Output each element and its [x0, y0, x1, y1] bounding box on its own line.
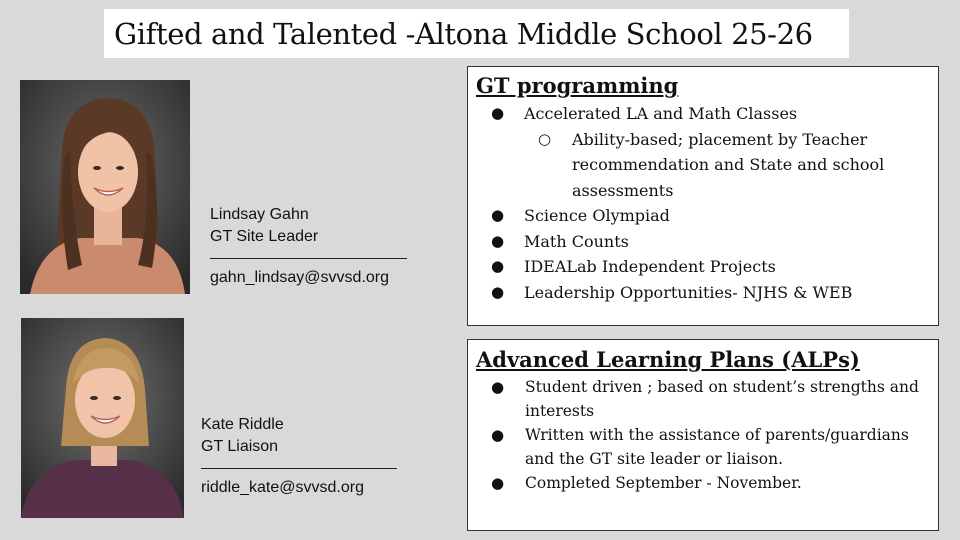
signature-rule	[201, 458, 397, 469]
hollow-bullet-icon: ○	[538, 129, 552, 148]
list-item: ● Science Olympiad	[476, 203, 932, 229]
bullet-icon: ●	[491, 104, 505, 122]
list-item: ● IDEALab Independent Projects	[476, 254, 932, 280]
staff-card-lindsay-gahn	[210, 204, 407, 289]
bullet-icon: ●	[491, 378, 505, 396]
list-subitem: ○ Ability-based; placement by Teacher recommendation and State and school assessments	[476, 127, 932, 204]
staff-name: Kate Riddle	[201, 416, 284, 433]
staff-role: GT Liaison	[201, 438, 279, 455]
bullet-icon: ●	[491, 426, 505, 444]
bullet-icon: ●	[491, 282, 505, 301]
gt-programming-panel	[467, 66, 939, 326]
staff-email[interactable]: riddle_kate@svvsd.org	[201, 479, 364, 496]
list-item: ● Completed September - November.	[476, 471, 932, 495]
bullet-icon: ●	[491, 257, 505, 275]
list-item: ● Leadership Opportunities- NJHS & WEB	[476, 280, 932, 306]
signature-rule	[210, 248, 407, 259]
list-item: ● Accelerated LA and Math Classes	[476, 101, 932, 127]
alps-panel	[467, 339, 939, 531]
bullet-icon: ●	[491, 474, 505, 492]
staff-card-kate-riddle	[201, 414, 397, 499]
staff-photo-lindsay-gahn	[20, 80, 190, 294]
list-item: ● Student driven ; based on student’s strengths and interests	[476, 375, 932, 423]
gt-programming-heading: GT programming	[476, 73, 679, 98]
bullet-icon: ●	[491, 206, 505, 224]
slide-title: Gifted and Talented -Altona Middle School 25-26	[104, 9, 849, 58]
staff-name: Lindsay Gahn	[210, 206, 309, 223]
list-item: ● Written with the assistance of parents/guardians and the GT site leader or liaison.	[476, 423, 932, 471]
staff-role: GT Site Leader	[210, 228, 319, 245]
staff-email[interactable]: gahn_lindsay@svvsd.org	[210, 269, 390, 286]
bullet-icon: ●	[491, 231, 505, 250]
staff-photo-kate-riddle	[21, 318, 184, 518]
alps-heading: Advanced Learning Plans (ALPs)	[476, 347, 860, 372]
list-item: ● Math Counts	[476, 229, 932, 255]
